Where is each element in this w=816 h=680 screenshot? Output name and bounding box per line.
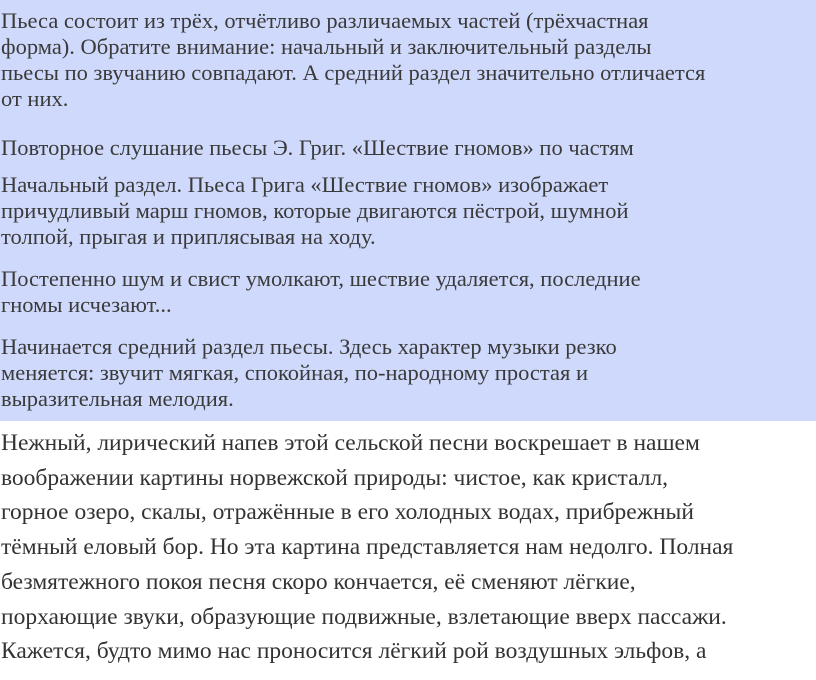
text-line: причудливый марш гномов, которые двигаются пёстрой, шумной (1, 198, 629, 223)
text-line: Нежный, лирический напев этой сельской песни воскрешает в нашем (1, 430, 700, 456)
text-line: меняется: звучит мягкая, спокойная, по-народному простая и (1, 360, 588, 385)
text-line: пьесы по звучанию совпадают. А средний раздел значительно отличается (1, 60, 706, 85)
text-line: от них. (1, 86, 69, 111)
paragraph-lyrical-melody (1, 426, 733, 669)
paragraph-opening-section (1, 172, 629, 250)
text-line: порхающие звуки, образующие подвижные, взлетающие вверх пассажи. (1, 603, 727, 630)
text-line: форма). Обратите внимание: начальный и заключительный разделы (1, 34, 652, 59)
text-line: выразительная мелодия. (1, 386, 234, 411)
text-line: Начальный раздел. Пьеса Грига «Шествие гномов» изображает (1, 172, 609, 197)
paragraph-three-part-form (1, 8, 705, 112)
text-line: толпой, прыгая и приплясывая на ходу. (1, 224, 376, 249)
text-line: воображении картины норвежской природы: чистое, как кристалл, (1, 464, 669, 491)
text-line: Начинается средний раздел пьесы. Здесь характер музыки резко (1, 334, 617, 359)
text-line: тёмный еловый бор. Но эта картина представляется нам недолго. Полная (1, 534, 734, 561)
paragraph-gnomes-vanish (1, 266, 641, 318)
paragraph-middle-section (1, 334, 617, 412)
text-line: Повторное слушание пьесы Э. Григ. «Шествие гномов» по частям (1, 135, 634, 160)
text-line: горное озеро, скалы, отражённые в его холодных водах, прибрежный (1, 499, 694, 526)
text-line: безмятежного покоя песня скоро кончается, её сменяют лёгкие, (1, 568, 636, 595)
text-line: Пьеса состоит из трёх, отчётливо различаемых частей (трёхчастная (1, 8, 649, 33)
paragraph-repeat-listening (1, 135, 634, 161)
text-line: Постепенно шум и свист умолкают, шествие удаляется, последние (1, 266, 641, 291)
text-line: Кажется, будто мимо нас проносится лёгкий рой воздушных эльфов, а (1, 638, 707, 665)
text-line: гномы исчезают... (1, 292, 172, 317)
